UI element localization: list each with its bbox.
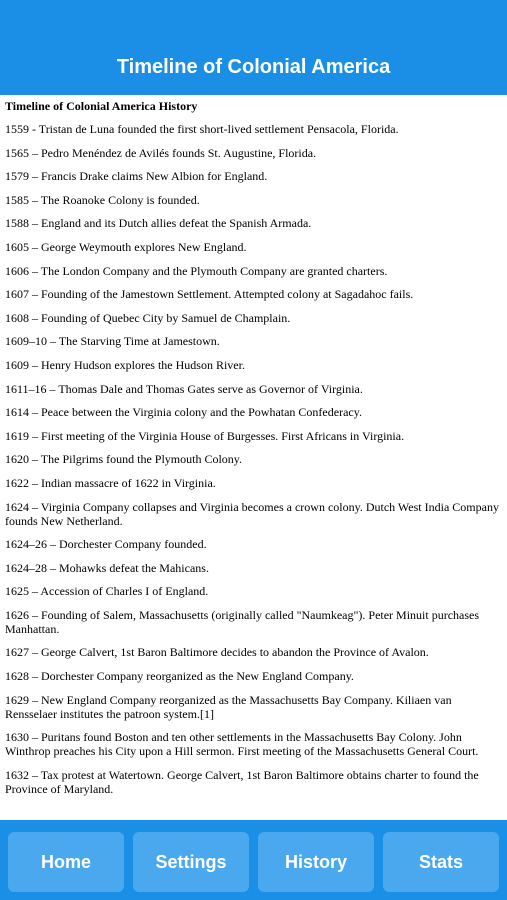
timeline-entry: 1622 – Indian massacre of 1622 in Virginia. xyxy=(5,475,216,490)
timeline-entry: 1628 – Dorchester Company reorganized as the New England Company. xyxy=(5,669,354,684)
timeline-entry: 1630 – Puritans found Boston and ten other settlements in the Massachusetts Bay Colony. John Winthrop preaches his City upon a Hill sermon. First meeting of the Massachusetts General Court. xyxy=(5,730,479,759)
history-button[interactable]: History xyxy=(258,832,374,892)
timeline-entry: 1624–28 – Mohawks defeat the Mahicans. xyxy=(5,560,209,575)
timeline-entry: 1579 – Francis Drake claims New Albion for England. xyxy=(5,169,268,184)
timeline-entry: 1611–16 – Thomas Dale and Thomas Gates serve as Governor of Virginia. xyxy=(5,381,363,396)
timeline-entry: 1565 – Pedro Menéndez de Avilés founds St. Augustine, Florida. xyxy=(5,145,317,160)
timeline-entry: 1624–26 – Dorchester Company founded. xyxy=(5,537,207,552)
timeline-entry: 1606 – The London Company and the Plymouth Company are granted charters. xyxy=(5,263,388,278)
stats-button[interactable]: Stats xyxy=(383,832,499,892)
timeline-entry: 1632 – Tax protest at Watertown. George Calvert, 1st Baron Baltimore obtains charter to found the Province of Maryland. xyxy=(5,767,479,796)
timeline-entry: 1609 – Henry Hudson explores the Hudson River. xyxy=(5,357,245,372)
home-button[interactable]: Home xyxy=(8,832,124,892)
timeline-entry: 1626 – Founding of Salem, Massachusetts (originally called "Naumkeag"). Peter Minuit purchases Manhattan. xyxy=(5,607,480,636)
timeline-content[interactable] xyxy=(0,95,507,810)
timeline-heading: Timeline of Colonial America History xyxy=(5,99,198,113)
timeline-entry: 1619 – First meeting of the Virginia House of Burgesses. First Africans in Virginia. xyxy=(5,428,405,443)
timeline-entry: 1588 – England and its Dutch allies defeat the Spanish Armada. xyxy=(5,216,312,231)
timeline-entry: 1605 – George Weymouth explores New England. xyxy=(5,239,247,254)
timeline-entry: 1627 – George Calvert, 1st Baron Baltimore decides to abandon the Province of Avalon. xyxy=(5,645,429,660)
timeline-entry: 1608 – Founding of Quebec City by Samuel de Champlain. xyxy=(5,310,291,325)
app-title: Timeline of Colonial America xyxy=(116,56,391,78)
app-header xyxy=(0,0,507,95)
timeline-entry: 1625 – Accession of Charles I of England. xyxy=(5,584,209,599)
timeline-entry: 1620 – The Pilgrims found the Plymouth Colony. xyxy=(5,452,243,467)
timeline-entry: 1607 – Founding of the Jamestown Settlement. Attempted colony at Sagadahoc fails. xyxy=(5,287,414,302)
timeline-entry: 1559 - Tristan de Luna founded the first short-lived settlement Pensacola, Florida. xyxy=(5,122,399,136)
bottom-tab-bar xyxy=(0,820,507,900)
timeline-entry: 1585 – The Roanoke Colony is founded. xyxy=(5,192,200,207)
timeline-entry: 1624 – Virginia Company collapses and Virginia becomes a crown colony. Dutch West India Company founds New Netherland. xyxy=(5,499,499,528)
timeline-entry: 1629 – New England Company reorganized as the Massachusetts Bay Company. Kiliaen van Rensselaer institutes the patroon system.[1] xyxy=(5,692,452,721)
timeline-entry: 1614 – Peace between the Virginia colony and the Powhatan Confederacy. xyxy=(5,405,362,420)
settings-button[interactable]: Settings xyxy=(133,832,249,892)
timeline-entry: 1609–10 – The Starving Time at Jamestown. xyxy=(5,334,220,349)
